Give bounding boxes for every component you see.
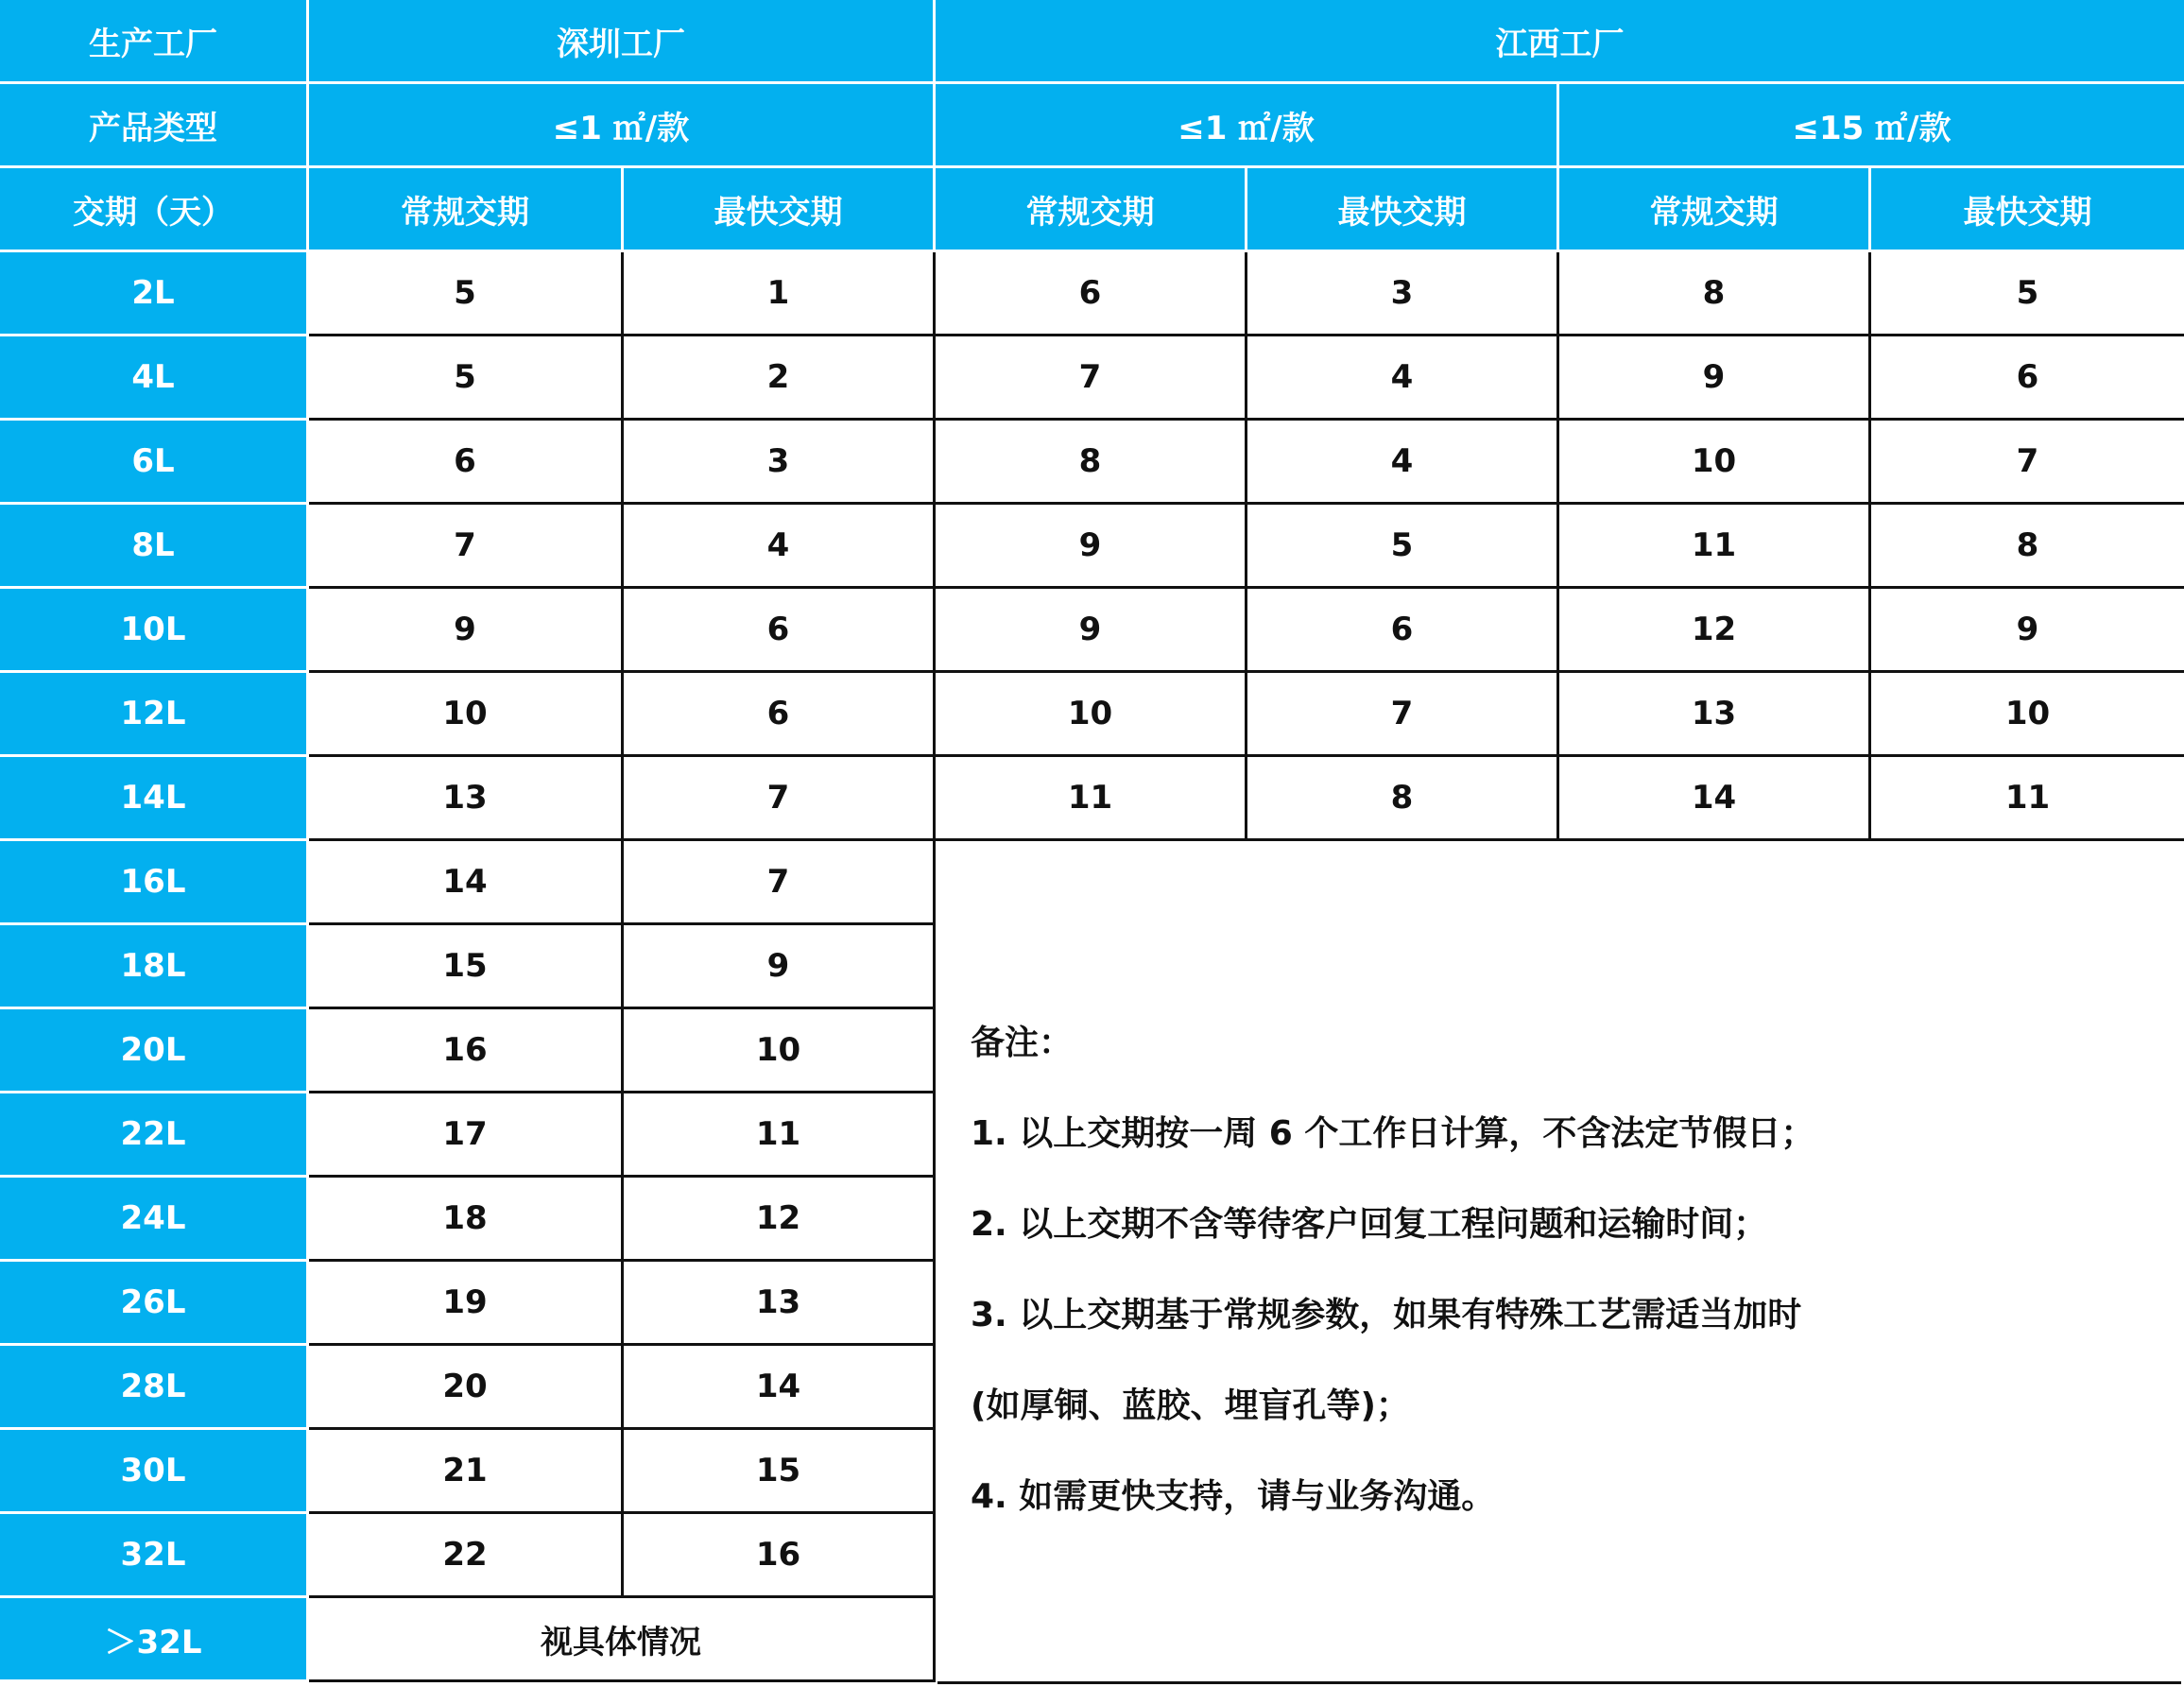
value-cell: 8 bbox=[936, 421, 1247, 505]
value-cell: 13 bbox=[309, 757, 624, 841]
value-cell: 7 bbox=[1871, 421, 2184, 505]
type-jiangxi-2: ≤15 ㎡/款 bbox=[1559, 84, 2184, 168]
value-cell: 6 bbox=[1871, 336, 2184, 421]
row-label: 12L bbox=[0, 673, 309, 757]
note-line-1: 1. 以上交期按一周 6 个工作日计算，不含法定节假日； bbox=[971, 1114, 1815, 1153]
value-cell: 11 bbox=[1559, 505, 1871, 589]
row-label: 8L bbox=[0, 505, 309, 589]
leadtime-label: 交期（天） bbox=[0, 168, 309, 252]
value-cell: 13 bbox=[1559, 673, 1871, 757]
notes-title: 备注： bbox=[971, 1024, 1074, 1062]
value-cell: 19 bbox=[309, 1262, 624, 1346]
value-cell: 10 bbox=[624, 1009, 936, 1093]
value-cell: 14 bbox=[1559, 757, 1871, 841]
value-cell: 17 bbox=[309, 1093, 624, 1178]
value-cell: 20 bbox=[309, 1346, 624, 1430]
note-line-2: 2. 以上交期不含等待客户回复工程问题和运输时间； bbox=[971, 1205, 1768, 1244]
row-label: 22L bbox=[0, 1093, 309, 1178]
value-cell: 9 bbox=[624, 925, 936, 1009]
row-label: 18L bbox=[0, 925, 309, 1009]
row-label: 32L bbox=[0, 1514, 309, 1598]
value-cell: 14 bbox=[624, 1346, 936, 1430]
value-cell: 4 bbox=[624, 505, 936, 589]
value-cell: 6 bbox=[624, 589, 936, 673]
value-cell: 4 bbox=[1247, 421, 1559, 505]
value-cell: 5 bbox=[1871, 252, 2184, 336]
row-label: 10L bbox=[0, 589, 309, 673]
value-cell: 21 bbox=[309, 1430, 624, 1514]
row-label: 6L bbox=[0, 421, 309, 505]
value-cell: 9 bbox=[936, 505, 1247, 589]
value-cell: 7 bbox=[936, 336, 1247, 421]
factory-jiangxi: 江西工厂 bbox=[936, 0, 2184, 84]
row-label: 20L bbox=[0, 1009, 309, 1093]
value-cell: 3 bbox=[624, 421, 936, 505]
note-line-3b: (如厚铜、蓝胶、埋盲孔等)； bbox=[971, 1386, 1410, 1425]
value-cell: 12 bbox=[1559, 589, 1871, 673]
row-label: 28L bbox=[0, 1346, 309, 1430]
subcol-header-3: 常规交期 bbox=[936, 168, 1247, 252]
value-cell: 11 bbox=[936, 757, 1247, 841]
type-shenzhen-1: ≤1 ㎡/款 bbox=[309, 84, 936, 168]
value-cell: 15 bbox=[309, 925, 624, 1009]
row-label: 26L bbox=[0, 1262, 309, 1346]
value-cell: 8 bbox=[1247, 757, 1559, 841]
value-cell: 2 bbox=[624, 336, 936, 421]
value-cell: 8 bbox=[1871, 505, 2184, 589]
subcol-header-1: 常规交期 bbox=[309, 168, 624, 252]
value-cell: 10 bbox=[1559, 421, 1871, 505]
row-label: 24L bbox=[0, 1178, 309, 1262]
row-label: 2L bbox=[0, 252, 309, 336]
note-line-4: 4. 如需更快支持，请与业务沟通。 bbox=[971, 1477, 1496, 1516]
merged-cell: 视具体情况 bbox=[309, 1598, 936, 1682]
factory-label: 生产工厂 bbox=[0, 0, 309, 84]
value-cell: 5 bbox=[1247, 505, 1559, 589]
value-cell: 6 bbox=[1247, 589, 1559, 673]
value-cell: 12 bbox=[624, 1178, 936, 1262]
factory-shenzhen: 深圳工厂 bbox=[309, 0, 936, 84]
subcol-header-6: 最快交期 bbox=[1871, 168, 2184, 252]
value-cell: 8 bbox=[1559, 252, 1871, 336]
value-cell: 11 bbox=[1871, 757, 2184, 841]
value-cell: 3 bbox=[1247, 252, 1559, 336]
subcol-header-4: 最快交期 bbox=[1247, 168, 1559, 252]
value-cell: 9 bbox=[1559, 336, 1871, 421]
value-cell: 7 bbox=[309, 505, 624, 589]
product-type-label: 产品类型 bbox=[0, 84, 309, 168]
note-line-3: 3. 以上交期基于常规参数，如果有特殊工艺需适当加时 bbox=[971, 1296, 1802, 1334]
value-cell: 15 bbox=[624, 1430, 936, 1514]
subcol-header-5: 常规交期 bbox=[1559, 168, 1871, 252]
notes-panel bbox=[937, 842, 2181, 1684]
row-label: 14L bbox=[0, 757, 309, 841]
value-cell: 10 bbox=[309, 673, 624, 757]
value-cell: 7 bbox=[1247, 673, 1559, 757]
value-cell: 7 bbox=[624, 841, 936, 925]
value-cell: 4 bbox=[1247, 336, 1559, 421]
row-label: 30L bbox=[0, 1430, 309, 1514]
value-cell: 9 bbox=[309, 589, 624, 673]
value-cell: 22 bbox=[309, 1514, 624, 1598]
row-label: 16L bbox=[0, 841, 309, 925]
row-label: ＞32L bbox=[0, 1598, 309, 1682]
value-cell: 10 bbox=[936, 673, 1247, 757]
value-cell: 1 bbox=[624, 252, 936, 336]
value-cell: 9 bbox=[1871, 589, 2184, 673]
subcol-header-2: 最快交期 bbox=[624, 168, 936, 252]
value-cell: 6 bbox=[624, 673, 936, 757]
value-cell: 5 bbox=[309, 252, 624, 336]
value-cell: 5 bbox=[309, 336, 624, 421]
value-cell: 16 bbox=[309, 1009, 624, 1093]
value-cell: 6 bbox=[936, 252, 1247, 336]
value-cell: 6 bbox=[309, 421, 624, 505]
value-cell: 16 bbox=[624, 1514, 936, 1598]
value-cell: 9 bbox=[936, 589, 1247, 673]
row-label: 4L bbox=[0, 336, 309, 421]
value-cell: 11 bbox=[624, 1093, 936, 1178]
value-cell: 14 bbox=[309, 841, 624, 925]
type-jiangxi-1: ≤1 ㎡/款 bbox=[936, 84, 1559, 168]
value-cell: 13 bbox=[624, 1262, 936, 1346]
value-cell: 18 bbox=[309, 1178, 624, 1262]
value-cell: 7 bbox=[624, 757, 936, 841]
value-cell: 10 bbox=[1871, 673, 2184, 757]
